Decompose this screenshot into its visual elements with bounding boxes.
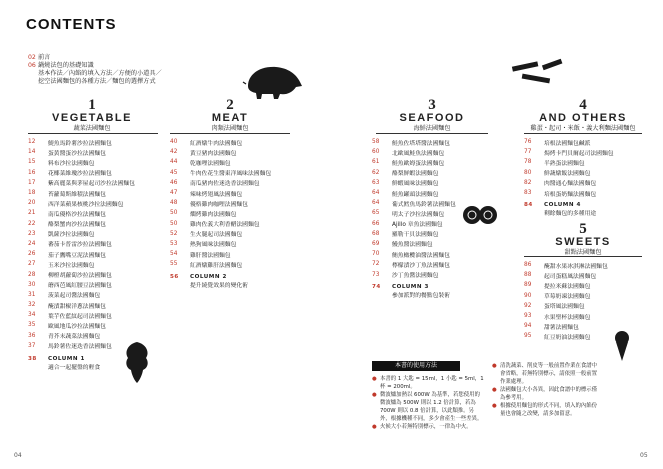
section-name: MEAT <box>211 112 249 124</box>
intro-text: 基本作法／內餡的填入方法／方便的小道具／ <box>38 70 162 77</box>
toc-entry-title: 北歐風鮭魚法國麵包 <box>392 150 445 157</box>
divider <box>524 133 642 134</box>
toc-entry-title: 鮭魚歐姆蛋法國麵包 <box>392 160 445 167</box>
toc-item[interactable] <box>28 168 135 178</box>
toc-entry-title: 酪梨鮮蝦法國麵包 <box>392 171 439 178</box>
column-page: 84 <box>524 202 533 208</box>
toc-entry-title: 柳橙胡蘿蔔沙拉法國麵包 <box>48 273 112 280</box>
toc-page-number: 21 <box>28 210 36 217</box>
toc-entry-title: 苔蘿蔔斯維積法國麵包 <box>48 191 106 198</box>
toc-item[interactable] <box>524 280 608 290</box>
column-3 <box>372 284 450 299</box>
toc-entry-title: 蛋黃醬蛋沙拉法國麵包 <box>48 150 106 157</box>
section-name: SWEETS <box>555 236 611 248</box>
toc-item[interactable] <box>372 147 456 157</box>
column-label: COLUMN 4 <box>544 202 581 208</box>
intro-text: 鍋燒法包的基礎知識 <box>38 62 94 69</box>
toc-item[interactable] <box>170 219 271 229</box>
intro-row <box>28 70 162 78</box>
intro-text: 挖空法國麵包的各種方法／麵包的選擇方式 <box>38 78 156 85</box>
section-name: VEGETABLE <box>52 112 132 124</box>
toc-page-number: 64 <box>372 190 380 197</box>
toc-entry-title: 半熟蛋法國麵包 <box>544 160 585 167</box>
toc-entry-title: 水果聖杯法國麵包 <box>544 314 591 321</box>
toc-page-number: 42 <box>170 149 178 156</box>
toc-page-number: 35 <box>28 322 36 329</box>
toc-entry-title: 南瓜豬肉佐迷迭香法國麵包 <box>190 181 260 188</box>
toc-item[interactable] <box>28 249 135 259</box>
boar-illustration <box>242 62 304 100</box>
toc-page-number: 92 <box>524 302 532 309</box>
toc-page-number: 26 <box>28 251 36 258</box>
toc-item[interactable] <box>372 239 456 249</box>
toc-entry-title: Ajillo 章魚法國麵包 <box>392 222 443 229</box>
toc-entry-title: 酪梨蟹肉沙拉法國麵包 <box>48 222 106 229</box>
toc-page-number: 62 <box>372 169 380 176</box>
toc-item[interactable] <box>372 229 456 239</box>
section-vegetable-header <box>22 98 162 133</box>
toc-entry-title: 蛋塔風法國麵包 <box>544 304 585 311</box>
toc-entry-title: 燜烤雞肉法國麵包 <box>190 211 237 218</box>
toc-entry-title: 雞肉佐義大利香醋法國麵包 <box>190 222 260 229</box>
radish-illustration <box>122 340 152 384</box>
toc-page-number: 60 <box>372 149 380 156</box>
toc-page-number: 77 <box>524 149 532 156</box>
toc-item[interactable] <box>170 147 271 157</box>
toc-item[interactable] <box>524 147 614 157</box>
note-item: ● 本書的 1 大匙 = 15ml，1 小匙 = 5ml，1 杯 = 200ml。 <box>372 376 484 390</box>
toc-page-number: 83 <box>524 190 532 197</box>
toc-entry-title: 雞肝醬法國麵包 <box>190 252 231 259</box>
toc-entry-title: 青芥末蔬菜法國麵包 <box>48 334 101 341</box>
divider <box>524 256 642 257</box>
page-number-left: 04 <box>14 452 22 459</box>
toc-page-number: 63 <box>372 179 380 186</box>
toc-entry-title: 乾咖哩法國麵包 <box>190 160 231 167</box>
intro-text: 前言 <box>38 54 51 61</box>
toc-item[interactable] <box>170 178 271 188</box>
toc-page-number: 12 <box>28 139 36 146</box>
section-subtitle: 海鮮法國麵包 <box>413 125 451 132</box>
toc-entry-title: 鮭魚罐頭法國麵包 <box>392 191 439 198</box>
column-text: 剩餘麵包的多種用途 <box>544 211 597 217</box>
toc-entry-title: 鮭魚佐塔塔醬法國麵包 <box>392 140 450 147</box>
toc-item[interactable] <box>28 310 135 320</box>
toc-entry-title: 草莓奶凍法國麵包 <box>544 294 591 301</box>
toc-item[interactable] <box>524 157 614 167</box>
toc-item[interactable] <box>524 178 614 188</box>
toc-item[interactable] <box>170 259 271 269</box>
ice-cream-illustration <box>610 330 634 362</box>
note-item: ● 根據使用麵包的形式不同，填入的內餡份量也會隨之改變，請多加留意。 <box>492 403 598 417</box>
section-subtitle: 蔬菜法國麵包 <box>73 125 111 132</box>
intro-row <box>28 62 162 70</box>
toc-entry-title: 凱薩沙拉法國麵包 <box>48 232 95 239</box>
toc-item[interactable] <box>524 321 608 331</box>
section-name: SEAFOOD <box>399 112 465 124</box>
column-page: 74 <box>372 284 381 290</box>
page-title: CONTENTS <box>26 16 117 33</box>
toc-page-number: 46 <box>170 179 178 186</box>
column-page: 56 <box>170 274 179 280</box>
toc-page-number: 32 <box>28 302 36 309</box>
toc-item[interactable] <box>524 168 614 178</box>
pasta-illustration <box>508 58 568 92</box>
toc-entry-title: 生火腿起司法國麵包 <box>190 232 243 239</box>
toc-page-number: 23 <box>28 230 36 237</box>
toc-item[interactable] <box>524 188 614 198</box>
section-subtitle: 雞蛋・起司・米飯・義大利麵法國麵包 <box>530 125 636 132</box>
section-others-header <box>520 98 646 133</box>
toc-entry-title: 培根蛋奶麵法國麵包 <box>544 191 597 198</box>
toc-page-number: 34 <box>28 312 36 319</box>
toc-page-number: 88 <box>524 272 532 279</box>
note-item: ● 微波爐加熱以 600W 為基準，若您使用的微波爐為 500W 則以 1.2 倍計算，若為 700W 則以 0.8 倍計算，以此類推。另外，根據機種不同，多少會產生一些差異。 <box>372 392 483 422</box>
toc-entry-title: 蘑西芭風紅腰豆法國麵包 <box>48 283 112 290</box>
toc-item[interactable] <box>524 270 608 280</box>
column-4 <box>524 202 596 217</box>
toc-page-number: 37 <box>28 342 36 349</box>
toc-item[interactable] <box>372 208 456 218</box>
toc-page-number: 52 <box>170 230 178 237</box>
toc-page-number: 95 <box>524 333 532 340</box>
toc-item[interactable] <box>28 300 135 310</box>
toc-item[interactable] <box>170 198 271 208</box>
toc-entry-title: 茄子鷹嘴豆泥法國麵包 <box>48 252 106 259</box>
section-subtitle: 甜點法國麵包 <box>564 249 602 256</box>
snail-illustration <box>462 200 498 230</box>
toc-entry-title: 焗烤卡門貝爾起司法國麵包 <box>544 150 614 157</box>
toc-entry-title: 鮪魚橄欖油醬法國麵包 <box>392 252 450 259</box>
toc-item[interactable] <box>170 188 271 198</box>
section-number: 2 <box>226 97 234 113</box>
section-number: 4 <box>579 97 587 113</box>
page-number-right: 05 <box>640 452 648 459</box>
intro-row <box>28 78 162 86</box>
toc-page-number: 66 <box>372 220 380 227</box>
toc-page-number: 44 <box>170 159 178 166</box>
toc-entry-title: 玉米沙拉法國麵包 <box>48 262 95 269</box>
toc-page-number: 89 <box>524 282 532 289</box>
toc-page-number: 14 <box>28 149 36 156</box>
toc-page-number: 69 <box>372 240 380 247</box>
section-number: 3 <box>428 97 436 113</box>
column-label: COLUMN 2 <box>190 274 227 280</box>
toc-item[interactable] <box>170 239 271 249</box>
toc-entry-title: 檸檬漬沙丁魚法國麵包 <box>392 262 450 269</box>
toc-item[interactable] <box>170 137 271 147</box>
toc-entry-title: 牛肉佐花生醬東洋風味法國麵包 <box>190 171 272 178</box>
toc-page-number: 24 <box>28 240 36 247</box>
toc-item[interactable] <box>28 331 135 341</box>
toc-entry-title: 西洋菜蘋果核桃沙拉法國麵包 <box>48 201 124 208</box>
toc-page-number: 27 <box>28 261 36 268</box>
toc-entry-title: 葡式鱈魚馬鈴薯法國麵包 <box>392 201 456 208</box>
toc-item[interactable] <box>524 291 608 301</box>
intro-page: 06 <box>28 62 36 69</box>
section-meat-header <box>170 98 290 133</box>
intro-page <box>28 70 38 78</box>
toc-entry-title: 提拉米蘇法國麵包 <box>544 283 591 290</box>
toc-item[interactable] <box>372 259 456 269</box>
toc-item[interactable] <box>372 249 456 259</box>
toc-item[interactable] <box>28 269 135 279</box>
column-text: 參加派對的餐點包裝術 <box>392 293 450 299</box>
section-meat-list <box>170 137 271 269</box>
toc-item[interactable] <box>28 290 135 300</box>
toc-item[interactable] <box>28 137 135 147</box>
toc-item[interactable] <box>170 229 271 239</box>
divider <box>170 133 290 134</box>
toc-page-number: 93 <box>524 313 532 320</box>
toc-entry-title: 料布沙拉法國麵包 <box>48 160 95 167</box>
toc-page-number: 36 <box>28 332 36 339</box>
toc-item[interactable] <box>524 137 614 147</box>
note-item: ● 清洗蔬菜、削皮等一般前置作業在食譜中會省略，若無特別標示，請依照一般前置作業處理。 <box>492 363 598 385</box>
toc-entry-title: 菠菜起司醬法國麵包 <box>48 293 101 300</box>
toc-item[interactable] <box>170 208 271 218</box>
section-name: AND OTHERS <box>539 112 627 124</box>
toc-item[interactable] <box>372 219 456 229</box>
toc-item[interactable] <box>28 320 135 330</box>
column-1 <box>28 356 100 371</box>
toc-entry-title: 醃漬甜椒洋蔥法國麵包 <box>48 303 106 310</box>
toc-entry-title: 羅勒干貝法國麵包 <box>392 232 439 239</box>
toc-item[interactable] <box>28 147 135 157</box>
toc-page-number: 20 <box>28 200 36 207</box>
toc-entry-title: 紅豆奶油法國麵包 <box>544 334 591 341</box>
toc-entry-title: 黃豆豬肉法國麵包 <box>190 150 237 157</box>
toc-page-number: 47 <box>170 190 178 197</box>
section-sweets-header <box>520 222 646 257</box>
notes-left <box>372 375 484 431</box>
toc-entry-title: 紫高麗菜與茅屋起司沙拉法國麵包 <box>48 181 135 188</box>
toc-page-number: 40 <box>170 139 178 146</box>
toc-entry-title: 起司蛋糕風法國麵包 <box>544 273 597 280</box>
toc-item[interactable] <box>524 260 608 270</box>
divider <box>376 133 488 134</box>
toc-page-number: 31 <box>28 291 36 298</box>
toc-page-number: 28 <box>28 271 36 278</box>
toc-page-number: 15 <box>28 159 36 166</box>
toc-entry-title: 熱狗風味法國麵包 <box>190 242 237 249</box>
toc-page-number: 82 <box>524 179 532 186</box>
intro <box>28 54 162 86</box>
toc-page-number: 73 <box>372 271 380 278</box>
toc-item[interactable] <box>28 341 135 351</box>
toc-item[interactable] <box>524 331 608 341</box>
section-number: 1 <box>88 97 96 113</box>
toc-item[interactable] <box>28 188 135 198</box>
toc-item[interactable] <box>372 168 456 178</box>
toc-page-number: 17 <box>28 179 36 186</box>
toc-entry-title: 培根法國麵包鹹派 <box>544 140 591 147</box>
section-vegetable-list <box>28 137 135 351</box>
section-subtitle: 肉類法國麵包 <box>211 125 249 132</box>
column-label: COLUMN 3 <box>392 284 429 290</box>
toc-page-number: 30 <box>28 281 36 288</box>
toc-item[interactable] <box>170 249 271 259</box>
toc-page-number: 53 <box>170 240 178 247</box>
toc-item[interactable] <box>28 229 135 239</box>
toc-entry-title: 甜薯法國麵包 <box>544 324 579 331</box>
section-others-list <box>524 137 614 198</box>
toc-entry-title: 辣味烤翅風法國麵包 <box>190 191 243 198</box>
section-sweets-list <box>524 260 608 342</box>
column-2 <box>170 274 248 289</box>
toc-page-number: 65 <box>372 210 380 217</box>
toc-entry-title: 南瓜優格沙拉法國麵包 <box>48 211 106 218</box>
toc-page-number: 16 <box>28 169 36 176</box>
toc-entry-title: 明太子沙拉法國麵包 <box>392 211 445 218</box>
column-page: 38 <box>28 356 37 362</box>
toc-item[interactable] <box>170 157 271 167</box>
toc-page-number: 86 <box>524 262 532 269</box>
toc-item[interactable] <box>524 301 608 311</box>
toc-item[interactable] <box>372 157 456 167</box>
toc-entry-title: 歐風地瓜沙拉法國麵包 <box>48 323 106 330</box>
column-text: 適合一起擺盤的輕食 <box>48 365 101 371</box>
toc-page-number: 50 <box>170 220 178 227</box>
toc-page-number: 68 <box>372 230 380 237</box>
toc-entry-title: 沙丁魚醬法國麵包 <box>392 273 439 280</box>
toc-entry-title: 葉芋佐藍紋起司法國麵包 <box>48 313 112 320</box>
note-item: ● 法國麵包大小各異，因此食譜中的標示僅為參考用。 <box>492 387 598 401</box>
toc-page-number: 70 <box>372 251 380 258</box>
toc-page-number: 55 <box>170 261 178 268</box>
toc-page-number: 64 <box>372 200 380 207</box>
toc-item[interactable] <box>28 259 135 269</box>
toc-item[interactable] <box>28 198 135 208</box>
toc-page-number: 72 <box>372 261 380 268</box>
toc-page-number: 78 <box>524 159 532 166</box>
section-number: 5 <box>579 221 587 237</box>
toc-page-number: 48 <box>170 200 178 207</box>
toc-item[interactable] <box>28 219 135 229</box>
toc-item[interactable] <box>372 198 456 208</box>
toc-page-number: 94 <box>524 323 532 330</box>
toc-page-number: 80 <box>524 169 532 176</box>
note-item: ● 火候大小若無特別標示，一律為中火。 <box>372 424 472 430</box>
toc-item[interactable] <box>372 178 456 188</box>
toc-entry-title: 肉醬通心麵法國麵包 <box>544 181 597 188</box>
toc-item[interactable] <box>372 269 456 279</box>
toc-page-number: 54 <box>170 251 178 258</box>
toc-item[interactable] <box>28 239 135 249</box>
toc-entry-title: 花椰菜維瓊沙拉法國麵包 <box>48 171 112 178</box>
toc-entry-title: 蕃茄卡普雷沙拉法國麵包 <box>48 242 112 249</box>
toc-item[interactable] <box>372 137 456 147</box>
intro-page: 02 <box>28 54 36 61</box>
toc-page-number: 90 <box>524 292 532 299</box>
toc-item[interactable] <box>524 311 608 321</box>
notes-title: 本書的使用方法 <box>372 361 460 371</box>
column-label: COLUMN 1 <box>48 356 85 362</box>
toc-item[interactable] <box>372 188 456 198</box>
toc-page-number: 18 <box>28 190 36 197</box>
intro-row <box>28 54 162 62</box>
toc-page-number: 76 <box>524 139 532 146</box>
toc-item[interactable] <box>28 157 135 167</box>
column-text: 提升繞覺效果的變化術 <box>190 283 248 289</box>
toc-entry-title: 優格雞肉咖哩法國麵包 <box>190 201 248 208</box>
section-seafood-list <box>372 137 456 280</box>
divider <box>28 133 158 134</box>
toc-entry-title: 鰻魚醬法國麵包 <box>392 242 433 249</box>
toc-entry-title: 鮮蝦風味法國麵包 <box>392 181 439 188</box>
toc-page-number: 58 <box>372 139 380 146</box>
toc-entry-title: 醃甜水果冰淇淋法國麵包 <box>544 263 608 270</box>
toc-entry-title: 紅酒燉雞肝法國麵包 <box>190 262 243 269</box>
toc-item[interactable] <box>28 280 135 290</box>
toc-entry-title: 鮮蔬燉飯法國麵包 <box>544 171 591 178</box>
toc-entry-title: 紅酒燉牛肉法國麵包 <box>190 140 243 147</box>
toc-page-number: 22 <box>28 220 36 227</box>
toc-item[interactable] <box>28 208 135 218</box>
toc-entry-title: 鯷魚馬鈴薯沙拉法國麵包 <box>48 140 112 147</box>
section-seafood-header <box>372 98 492 133</box>
toc-entry-title: 馬鈴薯佐迷迭香法國麵包 <box>48 344 112 351</box>
toc-item[interactable] <box>28 178 135 188</box>
toc-page-number: 45 <box>170 169 178 176</box>
intro-page <box>28 78 38 86</box>
notes-right <box>492 362 602 418</box>
toc-page-number: 61 <box>372 159 380 166</box>
toc-item[interactable] <box>170 168 271 178</box>
toc-page-number: 50 <box>170 210 178 217</box>
